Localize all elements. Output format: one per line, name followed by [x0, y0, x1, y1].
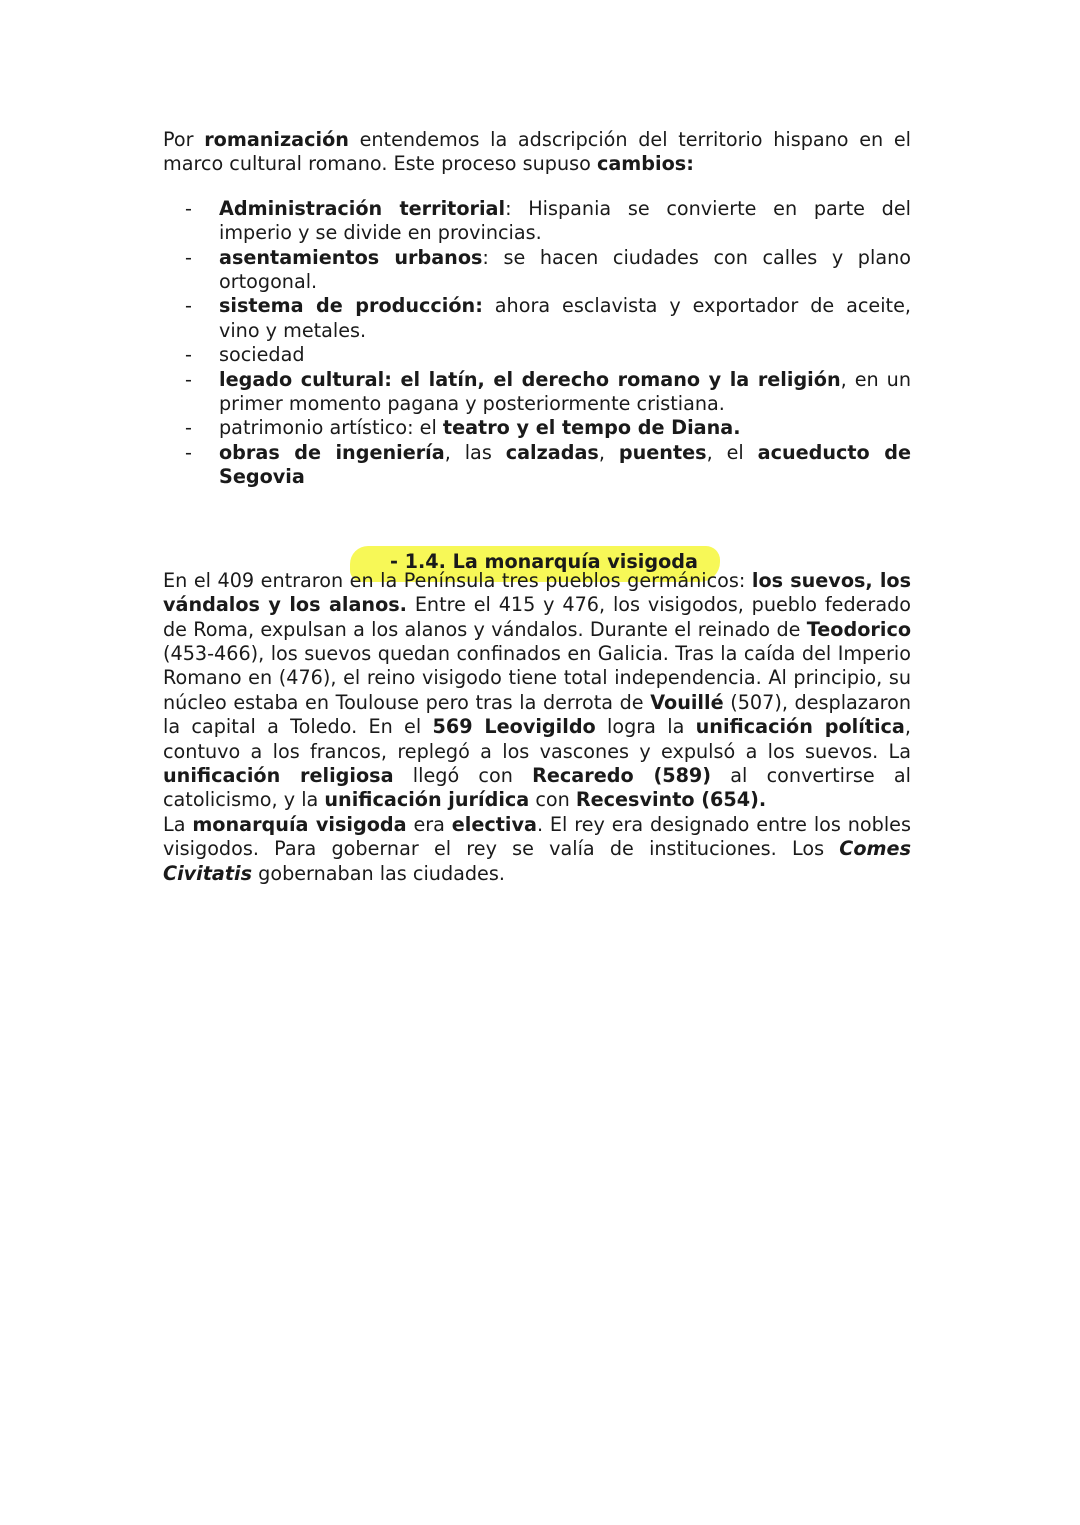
- list-item-text: ahora esclavista y exportador de aceite, vino y metales.: [219, 294, 911, 342]
- paragraph-bold: Teodorico: [806, 617, 911, 641]
- list-dash: -: [185, 196, 192, 220]
- list-item: [163, 368, 911, 417]
- intro-paragraph: [163, 128, 911, 177]
- paragraph-text: logra la: [595, 715, 696, 739]
- list-item-bold: acueducto de Segovia: [219, 440, 911, 489]
- list-item-text: , en un primer momento pagana y posteriormente cristiana.: [219, 367, 911, 416]
- intro-bold-term: romanización: [204, 128, 349, 151]
- paragraph-bold: monarquía visigoda: [192, 812, 407, 836]
- paragraph-bold: Recaredo (589): [532, 763, 712, 787]
- list-item-bold: calzadas: [505, 440, 599, 464]
- section-heading: - 1.4. La monarquía visigoda: [390, 549, 698, 573]
- list-item: [163, 343, 911, 367]
- list-dash: -: [185, 367, 192, 391]
- list-item-text: sociedad: [219, 343, 305, 367]
- paragraph-text: llegó con: [393, 763, 533, 787]
- paragraph-text: La: [163, 812, 193, 836]
- paragraph-bold: Vouillé: [650, 690, 724, 714]
- list-dash: -: [185, 294, 192, 318]
- paragraph-text: , contuvo a los francos, replegó a los vascones y expulsó a los suevos. La: [163, 715, 911, 763]
- paragraph-text: (507), desplazaron la capital a Toledo. En el: [163, 690, 912, 739]
- intro-bold-term: cambios:: [596, 152, 694, 176]
- paragraph-bold-italic: Comes Civitatis: [163, 837, 911, 885]
- paragraph-bold: electiva: [451, 812, 537, 836]
- paragraph-text: En el 409 entraron en la Península tres pueblos germánicos:: [163, 568, 752, 592]
- paragraph-bold: los suevos, los vándalos y los alanos.: [163, 568, 911, 617]
- paragraph-text: gobernaban las ciudades.: [252, 861, 505, 885]
- list-item-text: patrimonio artístico: el: [219, 416, 443, 440]
- list-item-bold: Administración territorial: [219, 196, 506, 220]
- list-dash: -: [185, 440, 192, 464]
- intro-text: entendemos la adscripción del territorio hispano en el marco cultural romano. Este proceso supuso: [163, 128, 911, 176]
- list-item-text: ,: [598, 440, 619, 464]
- list-dash: -: [185, 343, 192, 367]
- list-item: [163, 246, 911, 295]
- paragraph-text: Entre el 415 y 476, los visigodos, pueblo federado de Roma, expulsan a los alanos y vándalos. Durante el reinado de: [163, 593, 911, 641]
- monarchy-paragraph: [163, 813, 911, 886]
- list-dash: -: [185, 416, 192, 440]
- list-item-bold: obras de ingeniería: [219, 440, 445, 464]
- list-item-bold: asentamientos urbanos: [219, 245, 483, 269]
- list-item-bold: legado cultural: el latín, el derecho romano y la religión: [219, 367, 841, 391]
- list-item: [163, 197, 911, 246]
- changes-list: [163, 197, 911, 490]
- paragraph-text: con: [529, 788, 576, 812]
- list-item-text: , el: [706, 440, 758, 464]
- intro-text: Por: [163, 128, 205, 151]
- paragraph-text: . El rey era designado entre los nobles visigodos. Para gobernar el rey se valía de instituciones. Los: [163, 812, 911, 861]
- list-item-text: : se hacen ciudades con calles y plano ortogonal.: [219, 245, 911, 294]
- list-item-bold: puentes: [618, 440, 707, 464]
- paragraph-bold: unificación religiosa: [163, 763, 394, 787]
- list-item-text: , las: [444, 440, 506, 464]
- paragraph-bold: 569 Leovigildo: [432, 715, 596, 739]
- document-page: [163, 128, 911, 886]
- list-item-bold: sistema de producción:: [219, 294, 483, 318]
- paragraph-bold: Recesvinto (654).: [575, 788, 767, 812]
- list-item: [163, 441, 911, 490]
- list-dash: -: [185, 245, 192, 269]
- list-item: [163, 294, 911, 343]
- paragraph-text: (453-466), los suevos quedan confinados en Galicia. Tras la caída del Imperio Romano en (476), el reino visigodo tiene total independencia. Al principio, su núcleo estaba en Toulouse pero tras la derrota de: [163, 641, 911, 714]
- visigoth-paragraph: [163, 569, 911, 813]
- paragraph-text: era: [406, 812, 452, 836]
- paragraph-bold: unificación política: [695, 715, 905, 739]
- paragraph-text: al convertirse al catolicismo, y la: [163, 763, 911, 812]
- list-item-text: : Hispania se convierte en parte del imperio y se divide en provincias.: [219, 196, 911, 245]
- paragraph-bold: unificación jurídica: [324, 788, 530, 812]
- list-item: [163, 416, 911, 440]
- list-item-bold: teatro y el tempo de Diana.: [442, 416, 741, 440]
